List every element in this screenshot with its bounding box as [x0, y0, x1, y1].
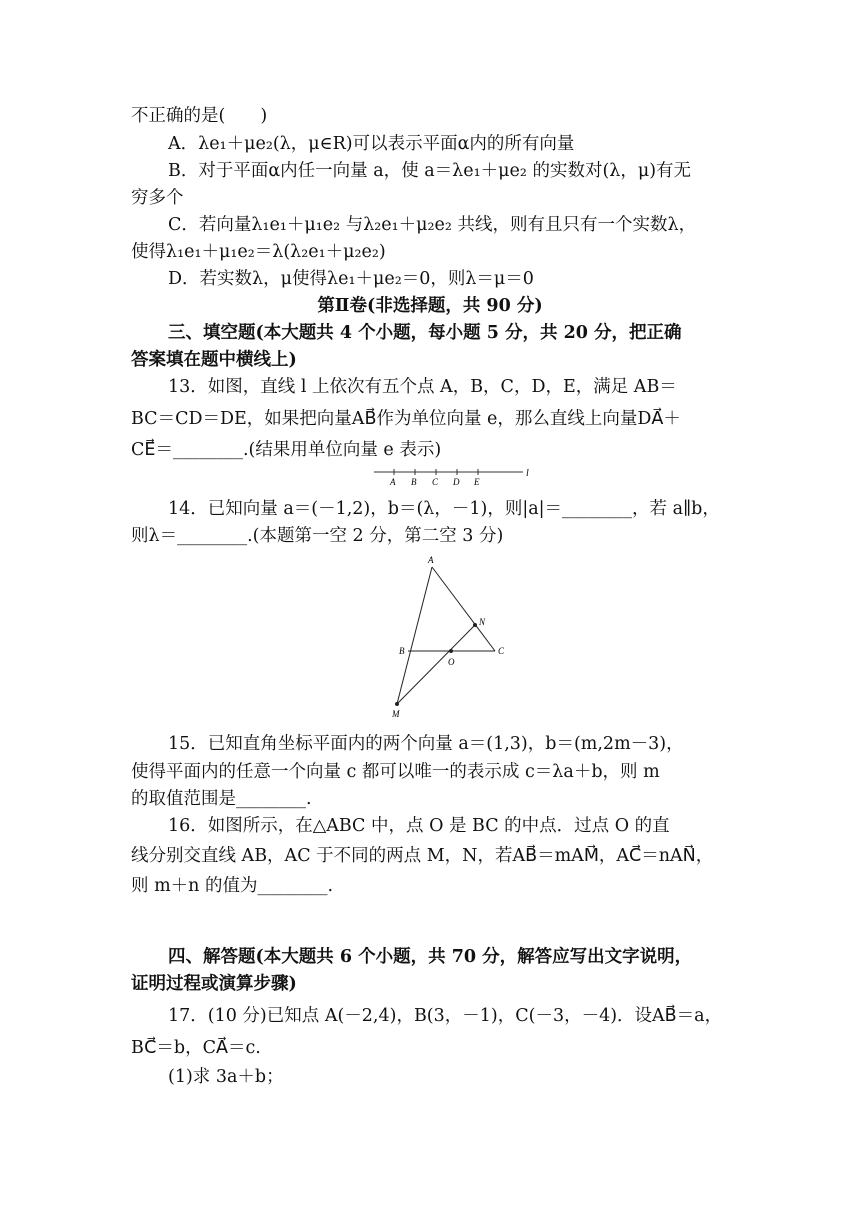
option-a: A．λe₁＋μe₂(λ，μ∈R)可以表示平面α内的所有向量: [168, 134, 575, 154]
q13-line2: BC＝CD＝DE，如果把向量AB⃗作为单位向量 e，那么直线上向量DA⃗＋: [131, 409, 681, 429]
q15-line2: 使得平面内的任意一个向量 c 都可以唯一的表示成 c＝λa＋b，则 m: [131, 762, 660, 782]
q14-line2: 则λ＝________.(本题第一空 2 分，第二空 3 分): [131, 526, 504, 546]
q17-part1: (1)求 3a＋b；: [168, 1067, 284, 1087]
line-label-l: l: [526, 468, 529, 479]
point-label-b: B: [411, 477, 417, 487]
point-label-c: C: [432, 477, 439, 487]
q15-line3: 的取值范围是________.: [131, 789, 312, 809]
q16-line3: 则 m＋n 的值为________.: [131, 876, 334, 896]
points-on-line-figure: [368, 464, 543, 488]
point-label-d: D: [453, 477, 460, 487]
q16-line1: 16．如图所示，在△ABC 中，点 O 是 BC 的中点．过点 O 的直: [168, 816, 670, 836]
question-stem-end: 不正确的是( ): [131, 106, 268, 126]
vertex-label-a: A: [428, 555, 434, 565]
option-b: B．对于平面α内任一向量 a，使 a＝λe₁＋μe₂ 的实数对(λ，μ)有无: [168, 161, 692, 181]
answer-section-heading: 四、解答题(本大题共 6 个小题，共 70 分，解答应写出文字说明，: [168, 947, 693, 967]
fill-blank-heading: 三、填空题(本大题共 4 个小题，每小题 5 分，共 20 分，把正确: [168, 323, 682, 343]
q13-line3: CE⃗＝________.(结果用单位向量 e 表示): [131, 440, 442, 460]
option-b-cont: 穷多个: [131, 188, 184, 208]
triangle-figure: [388, 553, 518, 723]
section-title: 第Ⅱ卷(非选择题，共 90 分): [317, 296, 543, 316]
q14-line1: 14．已知向量 a＝(－1,2)，b＝(λ，－1)，则|a|＝________，若 a∥b，: [168, 499, 720, 519]
point-label-a: A: [390, 477, 396, 487]
vertex-label-b: B: [399, 646, 405, 656]
vertex-label-c: C: [498, 646, 505, 656]
fill-blank-heading-cont: 答案填在题中横线上): [131, 350, 297, 370]
point-label-n: N: [479, 617, 486, 627]
point-label-e: E: [474, 477, 480, 487]
option-c: C．若向量λ₁e₁＋μ₁e₂ 与λ₂e₁＋μ₂e₂ 共线，则有且只有一个实数λ，: [168, 215, 697, 235]
q13-line1: 13．如图，直线 l 上依次有五个点 A，B，C，D，E，满足 AB＝: [168, 377, 677, 397]
option-c-cont: 使得λ₁e₁＋μ₁e₂＝λ(λ₂e₁＋μ₂e₂): [131, 242, 386, 262]
q15-line1: 15．已知直角坐标平面内的两个向量 a＝(1,3)，b＝(m,2m－3)，: [168, 734, 684, 754]
q17-line2: BC⃗＝b，CA⃗＝c.: [131, 1038, 261, 1058]
answer-section-heading-cont: 证明过程或演算步骤): [131, 974, 297, 994]
point-label-o: O: [448, 657, 455, 667]
q17-line1: 17．(10 分)已知点 A(－2,4)，B(3，－1)，C(－3，－4)．设AB⃗＝a，: [168, 1006, 723, 1026]
q16-line2: 线分别交直线 AB，AC 于不同的两点 M，N，若AB⃗＝mAM⃗，AC⃗＝nAN⃗，: [131, 846, 714, 866]
option-d: D．若实数λ，μ使得λe₁＋μe₂＝0，则λ＝μ＝0: [168, 269, 534, 289]
point-label-m: M: [392, 709, 400, 719]
